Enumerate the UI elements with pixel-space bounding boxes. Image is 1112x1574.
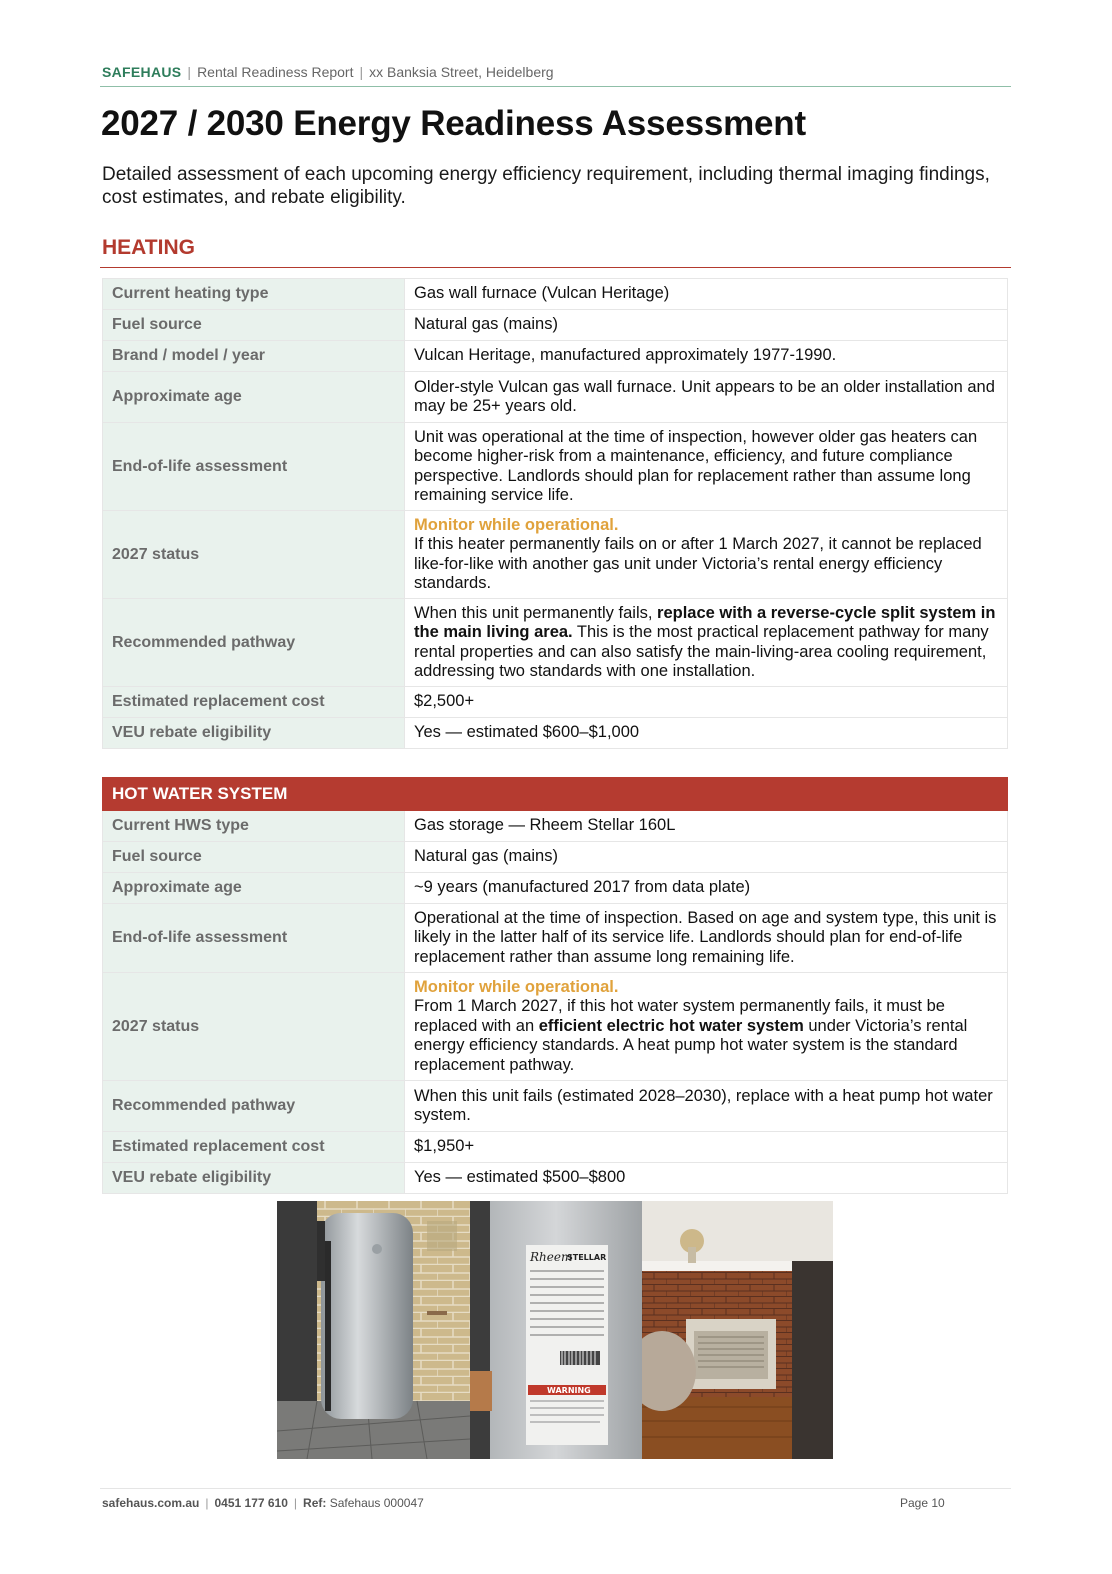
footer-phone: 0451 177 610 — [214, 1496, 288, 1510]
row-value: When this unit fails (estimated 2028–2030), replace with a heat pump hot water system. — [405, 1081, 1008, 1132]
data-plate-illustration — [470, 1201, 642, 1459]
table-row — [103, 599, 1008, 687]
table-row — [103, 873, 1008, 904]
row-value: Vulcan Heritage, manufactured approximately 1977-1990. — [405, 341, 1008, 372]
table-row — [103, 687, 1008, 718]
hot-water-section-title: HOT WATER SYSTEM — [103, 778, 405, 811]
row-value: Yes — estimated $500–$800 — [405, 1163, 1008, 1194]
page-title: 2027 / 2030 Energy Readiness Assessment — [101, 104, 806, 143]
table-row — [103, 842, 1008, 873]
status-flag: Monitor while operational. — [414, 515, 619, 534]
table-row — [103, 1081, 1008, 1132]
row-value: Gas wall furnace (Vulcan Heritage) — [405, 279, 1008, 310]
page-number: Page 10 — [900, 1496, 945, 1510]
row-label: End-of-life assessment — [103, 904, 405, 973]
header-divider — [100, 86, 1011, 87]
row-value: ~9 years (manufactured 2017 from data plate) — [405, 873, 1008, 904]
row-value: Monitor while operational. From 1 March 2027, if this hot water system permanently fails, it must be replaced with an efficient electric hot water system under Victoria’s rental energy efficiency standards. A heat pump hot water system is the standard replacement pathway. — [405, 973, 1008, 1081]
brand-name: SAFEHAUS — [102, 64, 182, 80]
wall-furnace-illustration — [642, 1201, 833, 1459]
row-value: Older-style Vulcan gas wall furnace. Unit appears to be an older installation and may be 25+ years old. — [405, 372, 1008, 423]
intro-paragraph: Detailed assessment of each upcoming energy efficiency requirement, including thermal imaging findings, cost estimates, and rebate eligibility. — [102, 164, 990, 208]
status-flag: Monitor while operational. — [414, 977, 619, 996]
row-label: Brand / model / year — [103, 341, 405, 372]
row-value: Gas storage — Rheem Stellar 160L — [405, 811, 1008, 842]
row-label: Fuel source — [103, 310, 405, 341]
row-label: Approximate age — [103, 873, 405, 904]
footer-site: safehaus.com.au — [102, 1496, 200, 1510]
table-row — [103, 279, 1008, 310]
report-name: Rental Readiness Report — [197, 64, 354, 80]
row-label: Approximate age — [103, 372, 405, 423]
table-row — [103, 423, 1008, 511]
row-value: Unit was operational at the time of inspection, however older gas heaters can become higher-risk from a maintenance, efficiency, and future compliance perspective. Landlords should plan for replacement rather than assume long remaining service life. — [405, 423, 1008, 511]
row-label: Current heating type — [103, 279, 405, 310]
row-value: $2,500+ — [405, 687, 1008, 718]
row-label: Estimated replacement cost — [103, 687, 405, 718]
table-row — [103, 1132, 1008, 1163]
row-label: Recommended pathway — [103, 599, 405, 687]
table-row — [103, 511, 1008, 599]
table-row — [103, 1163, 1008, 1194]
hot-water-tank-illustration — [277, 1201, 470, 1459]
heating-table — [102, 278, 1008, 749]
row-value: When this unit permanently fails, replace with a reverse-cycle split system in the main living area. This is the most practical replacement pathway for many rental properties and can also satisfy the main-living-area cooling requirement, addressing two standards with one installation. — [405, 599, 1008, 687]
table-row — [103, 310, 1008, 341]
plate-warning: WARNING — [547, 1386, 591, 1395]
hot-water-header-row — [103, 778, 1008, 811]
table-row — [103, 341, 1008, 372]
row-label: Recommended pathway — [103, 1081, 405, 1132]
wall-furnace-photo — [642, 1201, 833, 1459]
table-row — [103, 811, 1008, 842]
property-address: xx Banksia Street, Heidelberg — [369, 64, 554, 80]
hot-water-table — [102, 777, 1008, 1194]
heating-section-divider — [100, 267, 1011, 268]
hot-water-tank-photo — [277, 1201, 470, 1459]
table-row — [103, 718, 1008, 749]
row-label: VEU rebate eligibility — [103, 718, 405, 749]
table-row — [103, 372, 1008, 423]
data-plate-photo — [470, 1201, 642, 1459]
row-value: Operational at the time of inspection. Based on age and system type, this unit is likely in the latter half of its service life. Landlords should plan for end-of-life replacement rather than assume long remaining life. — [405, 904, 1008, 973]
heating-section-title: HEATING — [102, 236, 195, 259]
footer-ref-label: Ref: — [303, 1496, 327, 1510]
row-value: Natural gas (mains) — [405, 310, 1008, 341]
row-label: End-of-life assessment — [103, 423, 405, 511]
running-header: SAFEHAUS | Rental Readiness Report | xx Banksia Street, Heidelberg — [102, 64, 554, 80]
table-row — [103, 904, 1008, 973]
row-label: 2027 status — [103, 973, 405, 1081]
row-value: $1,950+ — [405, 1132, 1008, 1163]
plate-model: STELLAR — [567, 1253, 607, 1262]
footer-divider — [100, 1488, 1011, 1489]
row-label: Current HWS type — [103, 811, 405, 842]
plate-brand: Rheem — [530, 1250, 573, 1264]
row-value: Monitor while operational. If this heater permanently fails on or after 1 March 2027, it cannot be replaced like-for-like with another gas unit under Victoria’s rental energy efficiency standards. — [405, 511, 1008, 599]
row-label: Estimated replacement cost — [103, 1132, 405, 1163]
row-value: Yes — estimated $600–$1,000 — [405, 718, 1008, 749]
footer-ref-value: Safehaus 000047 — [329, 1496, 424, 1510]
footer: safehaus.com.au | 0451 177 610 | Ref: Safehaus 000047 — [102, 1496, 424, 1510]
row-label: 2027 status — [103, 511, 405, 599]
row-label: Fuel source — [103, 842, 405, 873]
table-row — [103, 973, 1008, 1081]
photo-strip — [277, 1201, 833, 1459]
row-value: Natural gas (mains) — [405, 842, 1008, 873]
row-label: VEU rebate eligibility — [103, 1163, 405, 1194]
